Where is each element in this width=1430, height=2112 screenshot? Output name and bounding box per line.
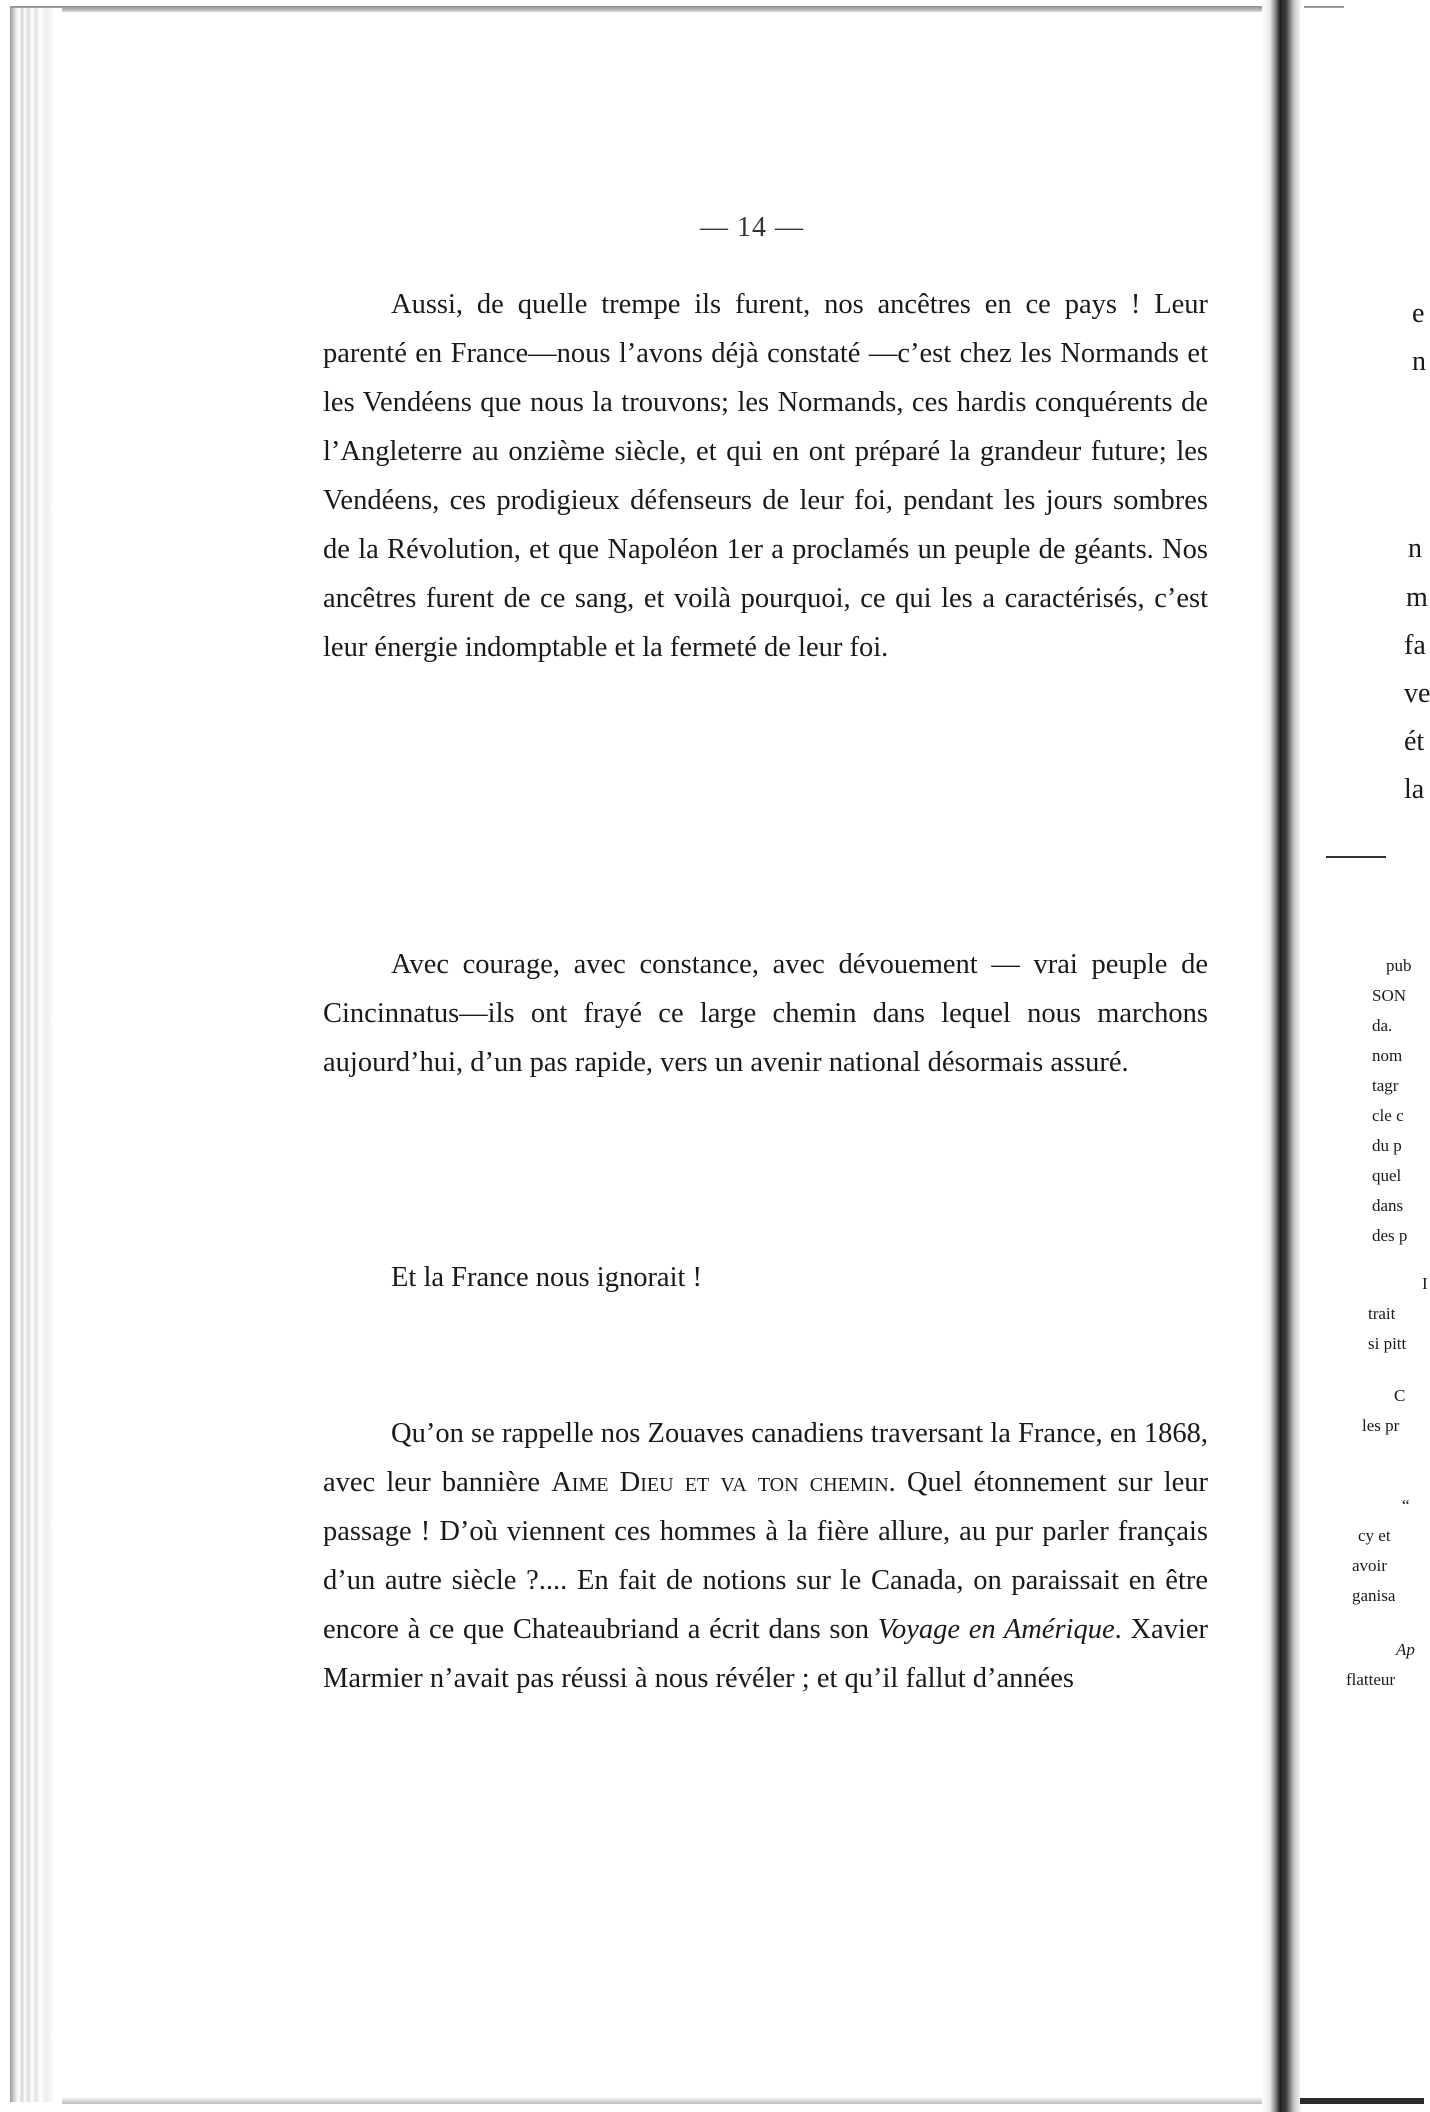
right-page-footnote-fragment: quel — [1372, 1166, 1402, 1185]
right-page-fragment: fa — [1404, 630, 1426, 661]
paragraph-ancestors — [323, 280, 1208, 672]
text-run: . Xavier Marmier n’avait pas réussi à nous révéler ; et qu’il fallut d’années — [323, 1614, 1208, 1694]
right-page-footnote-fragment: avoir — [1352, 1556, 1387, 1575]
right-page-footnote-fragment: Ap — [1396, 1640, 1415, 1659]
right-page-footnote-fragment: SON — [1372, 986, 1407, 1005]
footnote-rule — [1326, 856, 1386, 858]
right-page-footnote-fragment: tagr — [1372, 1076, 1399, 1095]
right-page-fragment: ét — [1404, 726, 1425, 757]
right-page-footnote-fragment: cle c — [1372, 1106, 1404, 1125]
right-page-footnote-fragment: flatteur — [1346, 1670, 1396, 1689]
text-run: Qu’on se rappelle nos Zouaves canadiens traversant la France, en 1868, avec leur bannière — [323, 1418, 1208, 1498]
right-page — [1300, 8, 1430, 2104]
right-page-footnote-fragment: I — [1422, 1274, 1428, 1293]
paragraph-text: Et la France nous ignorait ! — [391, 1262, 703, 1293]
right-page-fragment: la — [1404, 774, 1425, 805]
right-page-fragment: m — [1406, 582, 1428, 613]
right-page-footnote-fragment: da. — [1372, 1016, 1393, 1035]
right-page-fragment: e — [1412, 298, 1425, 329]
paragraph-courage — [323, 940, 1208, 1087]
text-run: . Quel étonnement sur leur passage ! D’où viennent ces hommes à la fière allure, au pur parler français d’un autre siècle ?.... En fait de notions sur le Canada, on paraissait en être encore à ce que Chateaubriand a écrit dans son — [323, 1467, 1209, 1645]
paragraph-text — [323, 1409, 1208, 1703]
right-page-footnote-fragment: nom — [1372, 1046, 1403, 1065]
right-page-footnote-fragment: les pr — [1362, 1416, 1400, 1435]
book-gutter — [1262, 0, 1304, 2112]
right-page-footnote-fragment: trait — [1368, 1304, 1396, 1323]
right-page-fragment: ve — [1404, 678, 1430, 709]
right-page-footnote-fragment: des p — [1372, 1226, 1408, 1245]
right-page-footnote-fragment: dans — [1372, 1196, 1404, 1215]
banner-motto: Aime Dieu et va ton chemin — [551, 1467, 889, 1498]
right-page-footnote-fragment: si pitt — [1368, 1334, 1407, 1353]
page-bottom-shadow — [62, 2098, 1300, 2104]
page-number: — 14 — — [700, 212, 804, 243]
right-page-fragment: n — [1412, 346, 1426, 377]
right-page-footnote-fragment: “ — [1402, 1496, 1410, 1515]
right-page-footnote-fragment: du p — [1372, 1136, 1402, 1155]
paragraph-zouaves — [323, 1409, 1208, 1703]
paragraph-text: Aussi, de quelle trempe ils furent, nos ancêtres en ce pays ! Leur parenté en France—nous l’avons déjà constaté —c’est chez les Normands et les Vendéens que nous la trouvons; les Normands, ces hardis conquérents de l’Angleterre au onzième siècle, et qui en ont préparé la grandeur future; les Vendéens, ces prodigieux défenseurs de leur foi, pendant les jours sombres de la Révolution, et que Napoléon 1er a proclamés un peuple de géants. Nos ancêtres furent de ce sang, et voilà pourquoi, ce qui les a caractérisés, c’est leur énergie indomptable et la fermeté de leur foi. — [323, 289, 1208, 663]
right-page-fragment: n — [1408, 533, 1422, 564]
right-page-footnote-fragment: pub — [1386, 956, 1412, 975]
paragraph-france-ignorait — [323, 1253, 1208, 1302]
book-title: Voyage en Amérique — [877, 1614, 1115, 1645]
page-stack-edge — [10, 8, 62, 2102]
right-page-footnote-fragment: cy et — [1358, 1526, 1391, 1545]
paragraph-text: Avec courage, avec constance, avec dévouement — vrai peuple de Cincinnatus—ils ont frayé ce large chemin dans lequel nous marchons aujourd’hui, d’un pas rapide, vers un avenir national désormais assuré. — [323, 949, 1208, 1078]
right-page-footnote-fragment: ganisa — [1352, 1586, 1396, 1605]
right-page-footnote-fragment: C — [1394, 1386, 1406, 1405]
